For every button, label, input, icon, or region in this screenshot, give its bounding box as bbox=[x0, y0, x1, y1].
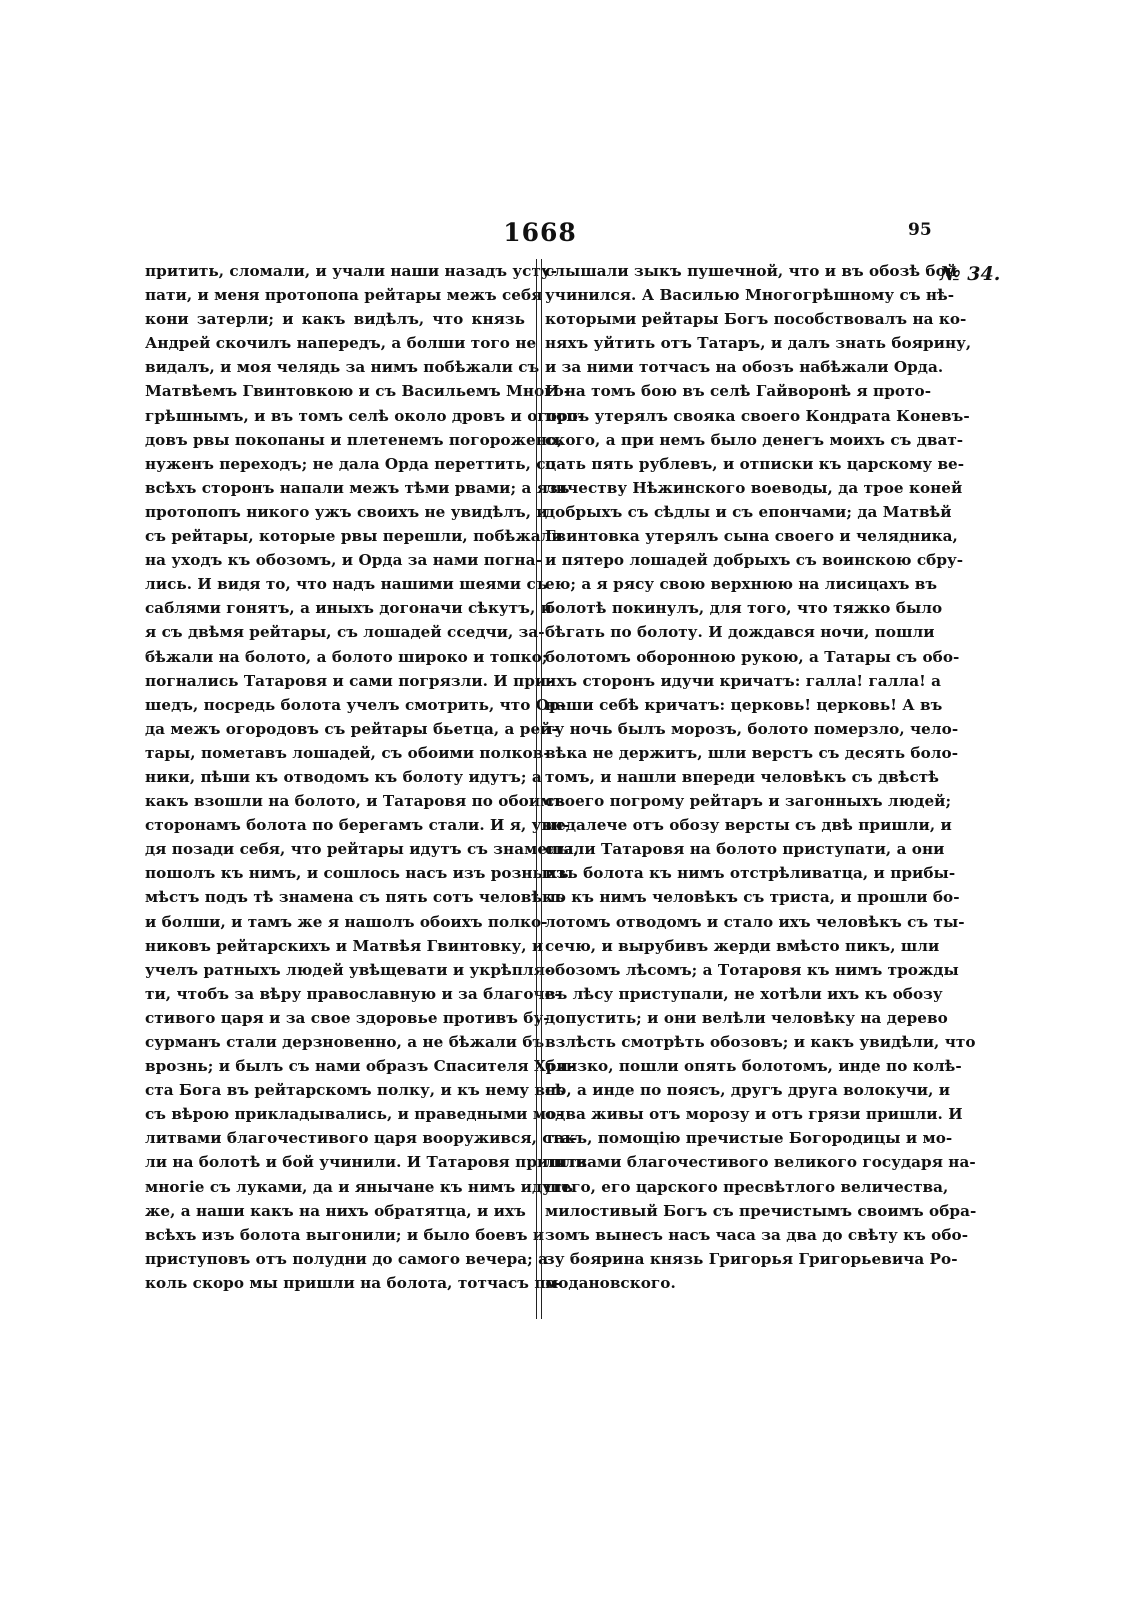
text-line: И на томъ бою въ селѣ Гайворонѣ я прото- bbox=[545, 382, 932, 401]
text-line: и за ними тотчасъ на обозъ набѣжали Орда. bbox=[545, 358, 944, 377]
text-line: сурманъ стали дерзновенно, а не бѣжали бъ bbox=[145, 1033, 545, 1051]
text-line: съ вѣрою прикладывались, и праведными мо- bbox=[145, 1105, 563, 1124]
text-line: погнались Татаровя и сами погрязли. И при- bbox=[145, 671, 553, 690]
column-divider bbox=[536, 259, 542, 1319]
text-line: но, а инде по поясъ, другъ друга волокучи, и bbox=[545, 1081, 951, 1100]
text-line: взлѣсть смотрѣть обозовъ; и какъ увидѣли, что bbox=[545, 1033, 976, 1051]
text-line: модановского. bbox=[545, 1273, 676, 1292]
text-line: всѣхъ сторонъ напали межъ тѣми рвами; а язъ bbox=[145, 478, 570, 497]
text-line: допустить; и они велѣли человѣку на дерево bbox=[545, 1008, 948, 1027]
text-line: близко, пошли опять болотомъ, инде по колѣ- bbox=[545, 1057, 962, 1076]
text-line: кони затерли; и какъ видѣлъ, что князь bbox=[145, 310, 525, 329]
text-line: томъ, и нашли впереди человѣкъ съ двѣстѣ bbox=[545, 767, 939, 786]
text-line: всѣхъ изъ болота выгонили; и было боевъ и bbox=[145, 1225, 545, 1244]
text-line: одва живы отъ морозу и отъ грязи пришли. И bbox=[545, 1105, 963, 1124]
text-line: какъ взошли на болото, и Татаровя по обоимъ bbox=[145, 792, 566, 811]
text-line: ту ночь былъ морозъ, болото померзло, чело- bbox=[545, 719, 959, 738]
text-line: я съ двѣмя рейтары, съ лошадей сседчи, за- bbox=[145, 623, 545, 642]
page-header-year: 1668 bbox=[503, 218, 577, 247]
text-line: своего погрому рейтаръ и загонныхъ людей; bbox=[545, 792, 952, 811]
text-line: шедъ, посредь болота учелъ смотрить, что Ор- bbox=[145, 695, 567, 714]
text-line: да межъ огородовъ съ рейтары бьетца, а рей- bbox=[145, 719, 558, 738]
text-line: и болши, и тамъ же я нашолъ обоихъ полко- bbox=[145, 912, 548, 931]
text-line: видалъ, и моя челядь за нимъ побѣжали съ bbox=[145, 358, 540, 377]
text-line: многіе съ луками, да и янычане къ нимъ идутъ bbox=[145, 1177, 574, 1196]
text-line: зомъ вынесъ насъ часа за два до свѣту къ обо- bbox=[545, 1225, 969, 1244]
text-line: литвами благочестивого царя вооружився, ста- bbox=[145, 1129, 578, 1148]
text-line: довъ рвы покопаны и плетенемъ погорожено, bbox=[145, 430, 563, 449]
text-line: наши себѣ кричатъ: церковь! церковь! А въ bbox=[545, 695, 943, 714]
text-line: протопопъ никого ужъ своихъ не увидѣлъ, и bbox=[145, 502, 548, 521]
text-line: милостивый Богъ съ пречистымъ своимъ обра- bbox=[545, 1201, 977, 1220]
text-line: слышали зыкъ пушечной, что и въ обозѣ бой bbox=[545, 262, 958, 280]
text-line: обозомъ лѣсомъ; а Тотаровя къ нимъ трожды bbox=[545, 960, 959, 979]
text-line: въ лѣсу приступали, не хотѣли ихъ къ обозу bbox=[545, 984, 943, 1003]
text-line: учелъ ратныхъ людей увѣщевати и укрѣпля- bbox=[145, 960, 552, 979]
text-line: Гвинтовка утерялъ сына своего и челядника, bbox=[545, 527, 958, 546]
text-line: ихъ сторонъ идучи кричатъ: галла! галла! а bbox=[545, 671, 942, 690]
text-line: ею; а я рясу свою верхнюю на лисицахъ въ bbox=[545, 575, 938, 594]
text-line: болотѣ покинулъ, для того, что тяжко было bbox=[545, 599, 943, 618]
text-line: такъ, помощію пречистые Богородицы и мо- bbox=[545, 1129, 953, 1148]
page-number: 95 bbox=[908, 220, 932, 240]
text-line: ского, а при немъ было денегъ моихъ съ дват- bbox=[545, 430, 964, 449]
text-line: никовъ рейтарскихъ и Матвѣя Гвинтовку, и bbox=[145, 936, 544, 955]
text-line: стивого царя и за свое здоровье противъ бу- bbox=[145, 1008, 550, 1027]
text-line: притить, сломали, и учали наши назадъ усту- bbox=[145, 262, 558, 280]
text-line: коль скоро мы пришли на болота, тотчасъ по- bbox=[145, 1273, 563, 1292]
text-line: зу боярина князь Григорья Григорьевича Ро- bbox=[545, 1249, 958, 1268]
text-line: болотомъ оборонною рукою, а Татары съ обо- bbox=[545, 647, 960, 666]
text-line: лотомъ отводомъ и стало ихъ человѣкъ съ ты- bbox=[545, 912, 965, 931]
text-line: бѣжали на болото, а болото широко и топко; bbox=[145, 647, 548, 666]
text-line: добрыхъ съ сѣдлы и съ епончами; да Матвѣй bbox=[545, 502, 952, 521]
text-line: на уходъ къ обозомъ, и Орда за нами погна- bbox=[145, 551, 542, 570]
text-line: врознь; и былъ съ нами образъ Спасителя Хри- bbox=[145, 1057, 575, 1076]
text-line: изъ болота къ нимъ отстрѣливатца, и прибы- bbox=[545, 864, 956, 883]
text-line: Матвѣемъ Гвинтовкою и съ Васильемъ Много- bbox=[145, 382, 571, 401]
text-line: сторонамъ болота по берегамъ стали. И я, увн- bbox=[145, 816, 570, 835]
text-line: ло къ нимъ человѣкъ съ триста, и прошли бо- bbox=[545, 888, 960, 907]
text-line: ста Бога въ рейтарскомъ полку, и къ нему всѣ bbox=[145, 1081, 566, 1100]
left-text-column bbox=[145, 259, 587, 1295]
text-line: дя позади себя, что рейтары идутъ съ знамены, bbox=[145, 840, 579, 859]
text-line: пати, и меня протопопа рейтары межъ себя bbox=[145, 286, 543, 305]
text-line: ти, чтобъ за вѣру православную и за благоче- bbox=[145, 984, 561, 1003]
text-line: Андрей скочилъ напередъ, а болши того не bbox=[145, 334, 537, 353]
text-line: няхъ уйтить отъ Татаръ, и далъ знать боярину, bbox=[545, 334, 972, 353]
text-line: и пятеро лошадей добрыхъ съ воинскою сбру- bbox=[545, 551, 964, 570]
text-line: литвами благочестивого великого государя на- bbox=[545, 1153, 976, 1172]
text-line: которыми рейтары Богъ пособствовалъ на ко- bbox=[545, 310, 967, 329]
text-line: саблями гонятъ, а иныхъ догоначи сѣкутъ, и bbox=[145, 599, 552, 618]
text-line: съ рейтары, которые рвы перешли, побѣжали bbox=[145, 527, 563, 546]
text-line: личеству Нѣжинского воеводы, да трое коней bbox=[545, 478, 963, 497]
text-line: грѣшнымъ, и въ томъ селѣ около дровъ и огоро- bbox=[145, 406, 585, 425]
text-line: же, а наши какъ на нихъ обратятца, и ихъ bbox=[145, 1201, 526, 1220]
document-number: № 34. bbox=[940, 263, 1001, 285]
text-line: вѣка не держитъ, шли верстъ съ десять боло- bbox=[545, 743, 959, 762]
text-line: лись. И видя то, что надъ нашими шеями съ bbox=[145, 575, 548, 594]
text-line: приступовъ отъ полудни до самого вечера; а bbox=[145, 1249, 549, 1268]
text-line: сечю, и вырубивъ жерди вмѣсто пикъ, шли bbox=[545, 936, 940, 955]
text-line: стали Татаровя на болото приступати, а они bbox=[545, 840, 945, 859]
text-line: бѣгать по болоту. И дождався ночи, пошли bbox=[545, 623, 935, 642]
text-line: учинился. А Василью Многогрѣшному съ нѣ- bbox=[545, 286, 955, 305]
text-line: недалече отъ обозу версты съ двѣ пришли, и bbox=[545, 816, 952, 835]
text-line: цать пять рублевъ, и отписки къ царскому ве- bbox=[545, 454, 965, 473]
text-line: попъ утерялъ свояка своего Кондрата Коневъ- bbox=[545, 406, 970, 425]
text-line: ли на болотѣ и бой учинили. И Татаровя пришли bbox=[145, 1153, 587, 1172]
text-line: пошолъ къ нимъ, и сошлось насъ изъ розныхъ bbox=[145, 864, 569, 883]
text-line: ники, пѣши къ отводомъ къ болоту идутъ; а bbox=[145, 767, 542, 786]
text-line: мѣстъ подъ тѣ знамена съ пять сотъ человѣкъ bbox=[145, 888, 565, 907]
text-line: нуженъ переходъ; не дала Орда переттить, со bbox=[145, 454, 556, 473]
text-line: тары, пометавъ лошадей, съ обоими полков- bbox=[145, 743, 550, 762]
text-line: шего, его царского пресвѣтлого величества, bbox=[545, 1177, 949, 1196]
